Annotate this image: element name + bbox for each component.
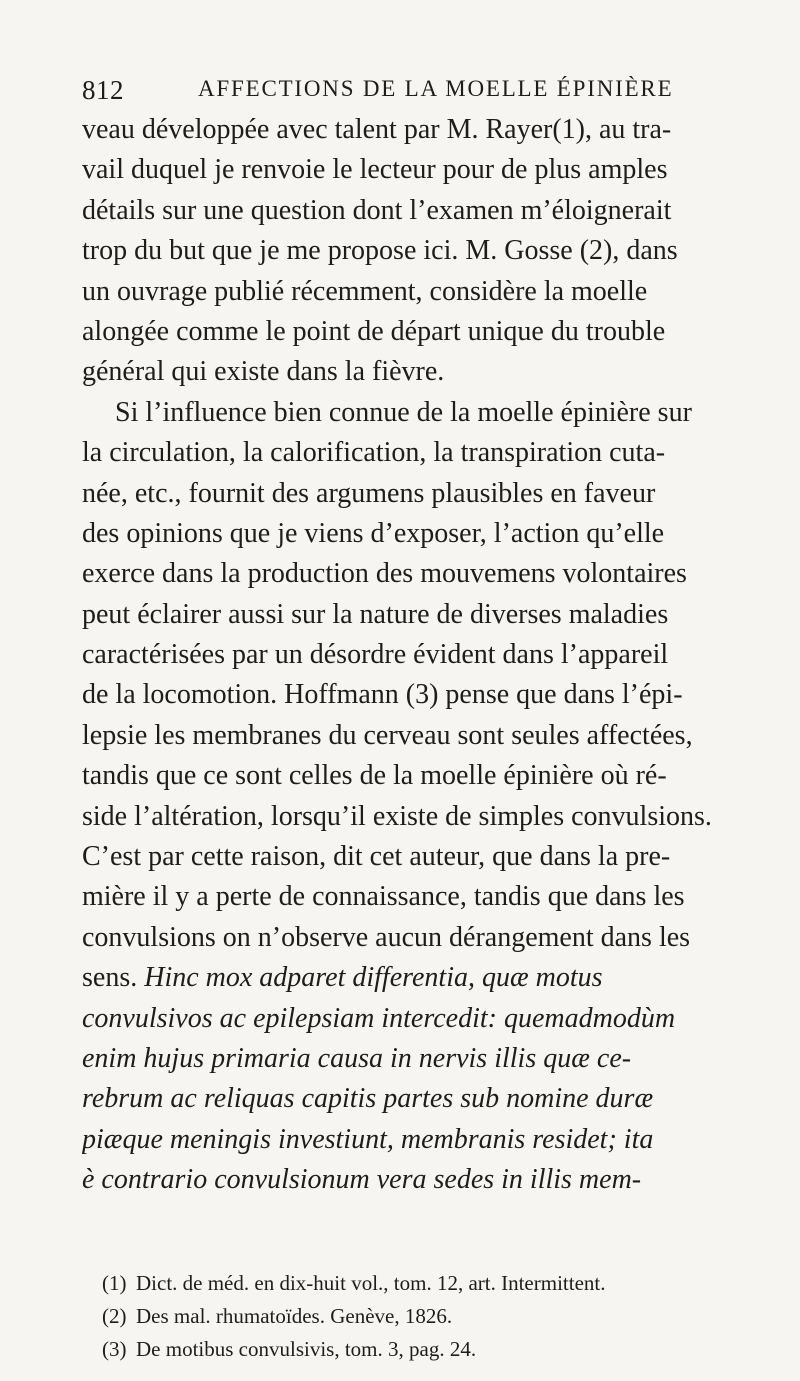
text-line: convulsions on n’observe aucun dérangement dans les [82, 921, 691, 953]
text-line: peut éclairer aussi sur la nature de diverses maladies [82, 598, 669, 630]
text-line: exerce dans la production des mouvemens volontaires [82, 558, 687, 590]
footnote-marker: (2) [102, 1304, 127, 1328]
text-line: lepsie les membranes du cerveau sont seules affectées, [82, 719, 693, 751]
latin-quote-line: enim hujus primaria causa in nervis illis quæ ce- [82, 1042, 632, 1074]
text-line: tandis que ce sont celles de la moelle épinière où ré- [82, 760, 667, 792]
text-line: des opinions que je viens d’exposer, l’action qu’elle [82, 517, 665, 549]
text-line: la circulation, la calorification, la transpiration cuta- [82, 437, 666, 469]
footnote-1 [82, 1267, 782, 1300]
latin-quote-line: convulsivos ac epilepsiam intercedit: quemadmodùm [82, 1002, 676, 1034]
text-line: caractérisées par un désordre évident dans l’appareil [82, 639, 669, 671]
paragraph-start-line: Si l’influence bien connue de la moelle épinière sur [115, 396, 692, 428]
footnote-text: Dict. de méd. en dix-huit vol., tom. 12, art. Intermittent. [136, 1271, 606, 1295]
text-line: veau développée avec talent par M. Rayer(1), au tra- [82, 114, 672, 145]
footnote-3 [82, 1333, 782, 1366]
text-line: mière il y a perte de connaissance, tandis que dans les [82, 881, 685, 913]
footnotes [82, 1267, 782, 1366]
page-number: 812 [82, 75, 124, 105]
text-line: side l’altération, lorsqu’il existe de simples convulsions. [82, 800, 712, 832]
text-line: vail duquel je renvoie le lecteur pour de plus amples [82, 154, 668, 186]
latin-quote-line: rebrum ac reliquas capitis partes sub nomine duræ [82, 1083, 654, 1115]
footnote-2 [82, 1300, 782, 1333]
running-head: AFFECTIONS DE LA MOELLE ÉPINIÈRE [198, 76, 674, 101]
footnote-marker: (3) [102, 1337, 127, 1361]
text-line-mixed [82, 958, 782, 998]
text-line: détails sur une question dont l’examen m’éloignerait [82, 194, 672, 226]
text-line: de la locomotion. Hoffmann (3) pense que dans l’épi- [82, 679, 683, 711]
page-header [82, 58, 722, 108]
text-line: née, etc., fournit des argumens plausibles en faveur [82, 477, 656, 509]
latin-quote-start: Hinc mox adparet differentia, quæ motus [144, 962, 603, 994]
text-line: alongée comme le point de départ unique du trouble [82, 315, 666, 347]
text-segment: sens. [82, 962, 138, 994]
text-line: trop du but que je me propose ici. M. Gosse (2), dans [82, 235, 678, 267]
latin-quote-line: piæque meningis investiunt, membranis residet; ita [82, 1123, 654, 1155]
text-line: un ouvrage publié récemment, considère la moelle [82, 275, 648, 307]
body-text [82, 110, 782, 1201]
footnote-text: Des mal. rhumatoïdes. Genève, 1826. [136, 1304, 453, 1328]
footnote-text: De motibus convulsivis, tom. 3, pag. 24. [136, 1337, 477, 1361]
footnote-marker: (1) [102, 1271, 127, 1295]
text-line: général qui existe dans la fièvre. [82, 356, 445, 388]
latin-quote-line: è contrario convulsionum vera sedes in illis mem- [82, 1164, 642, 1196]
text-line: C’est par cette raison, dit cet auteur, que dans la pre- [82, 841, 671, 873]
